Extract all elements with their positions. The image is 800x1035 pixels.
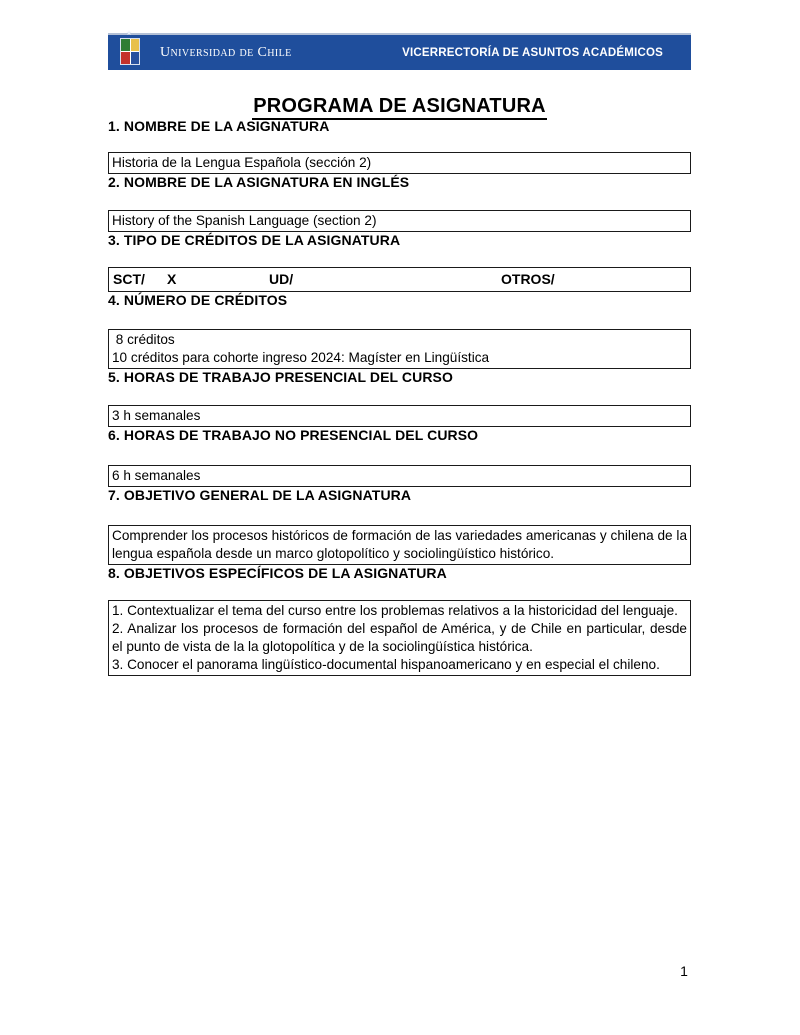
creditos-line-2: 10 créditos para cohorte ingreso 2024: Magíster en Lingüística (112, 350, 490, 365)
header-banner (108, 30, 691, 70)
nombre-asignatura-value: Historia de la Lengua Española (sección 2) (112, 155, 372, 170)
page-number: 1 (680, 963, 688, 979)
document-content (108, 70, 691, 676)
section-8-heading: 8. OBJETIVOS ESPECÍFICOS DE LA ASIGNATURA (108, 565, 447, 581)
section-1-heading: 1. NOMBRE DE LA ASIGNATURA (108, 118, 330, 134)
horas-presencial-value: 3 h semanales (112, 408, 201, 423)
objetivo-especifico-3: 3. Conocer el panorama lingüístico-documental hispanoamericano y en especial el chileno. (112, 657, 660, 672)
objetivo-especifico-2: 2. Analizar los procesos de formación del español de América, y de Chile en particular, desde el punto de vista de la la glotopolítica y de la sociolingüística histórica. (112, 621, 687, 654)
section-6-heading: 6. HORAS DE TRABAJO NO PRESENCIAL DEL CURSO (108, 427, 479, 443)
field-nombre-asignatura (108, 152, 691, 174)
sct-label: SCT/ (113, 271, 145, 287)
otros-label: OTROS/ (501, 271, 555, 287)
section-3-heading: 3. TIPO DE CRÉDITOS DE LA ASIGNATURA (108, 232, 401, 248)
field-tipo-creditos (108, 267, 691, 292)
ud-label: UD/ (269, 271, 294, 287)
star-icon: ★ (125, 30, 133, 37)
field-numero-creditos (108, 329, 691, 369)
field-objetivo-general: Comprender los procesos históricos de formación de las variedades americanas y chilena de la lengua española desde un marco glotopolítico y sociolingüístico histórico. (108, 525, 691, 565)
field-objetivos-especificos (108, 600, 691, 676)
section-2-heading: 2. NOMBRE DE LA ASIGNATURA EN INGLÉS (108, 174, 410, 190)
university-crest-icon (118, 30, 140, 70)
vicerrectoria-label: VICERRECTORÍA DE ASUNTOS ACADÉMICOS (402, 46, 663, 59)
field-nombre-ingles (108, 210, 691, 232)
sct-checked-value: X (167, 271, 177, 287)
field-horas-presencial (108, 405, 691, 427)
nombre-ingles-value: History of the Spanish Language (section 2) (112, 213, 377, 228)
section-4-heading: 4. NÚMERO DE CRÉDITOS (108, 292, 288, 308)
section-5-heading: 5. HORAS DE TRABAJO PRESENCIAL DEL CURSO (108, 369, 453, 385)
university-name: Universidad de Chile (160, 44, 292, 60)
creditos-line-1: 8 créditos (112, 332, 175, 347)
horas-no-presencial-value: 6 h semanales (112, 468, 201, 483)
objetivo-especifico-1: 1. Contextualizar el tema del curso entre los problemas relativos a la historicidad del lenguaje. (112, 603, 678, 618)
section-7-heading: 7. OBJETIVO GENERAL DE LA ASIGNATURA (108, 487, 412, 503)
page-title: PROGRAMA DE ASIGNATURA (108, 95, 691, 118)
crest-shield-icon (120, 38, 140, 65)
field-horas-no-presencial (108, 465, 691, 487)
